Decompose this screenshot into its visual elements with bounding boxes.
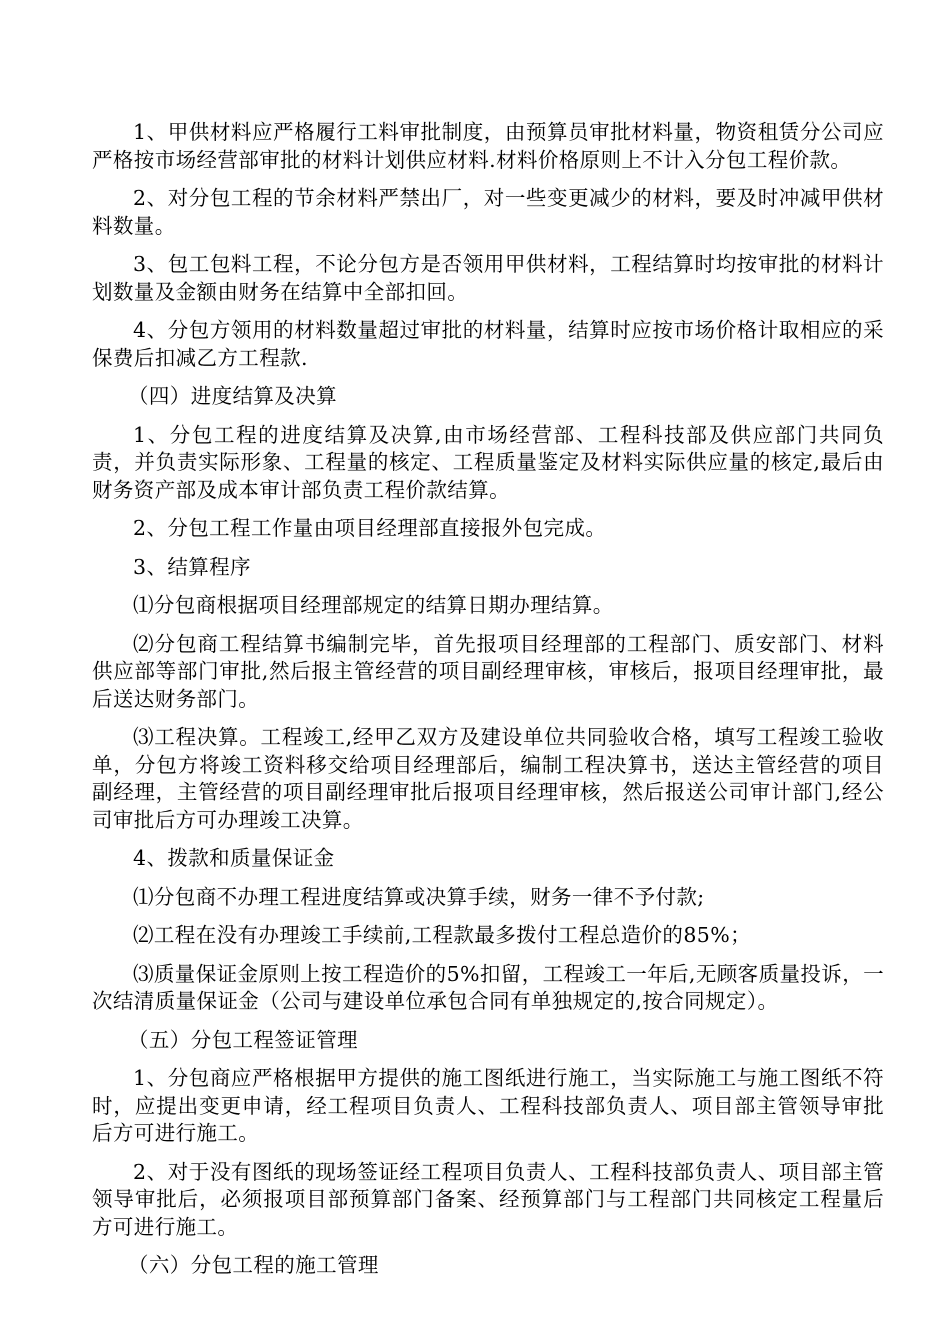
paragraph-surplus-material: 2、对分包工程的节余材料严禁出厂，对一些变更减少的材料，要及时冲减甲供材料数量。 (92, 186, 884, 238)
paragraph-settlement-responsibility: 1、分包工程的进度结算及决算,由市场经营部、工程科技部及供应部门共同负责，并负责实际形象、工程量的核定、工程质量鉴定及材料实际供应量的核定,最后由财务资产部及成本审计部负责工程价款结算。 (92, 422, 884, 502)
section-heading-settlement: （四）进度结算及决算 (128, 384, 337, 408)
paragraph-payment-item-3: ⑶质量保证金原则上按工程造价的5%扣留，工程竣工一年后,无顾客质量投诉，一次结清质量保证金（公司与建设单位承包合同有单独规定的,按合同规定）。 (92, 961, 884, 1013)
paragraph-settlement-procedure: 3、结算程序 (133, 554, 251, 579)
paragraph-excess-material: 4、分包方领用的材料数量超过审批的材料量，结算时应按市场价格计取相应的采保费后扣减乙方工程款. (92, 318, 884, 370)
paragraph-visa-change: 1、分包商应严格根据甲方提供的施工图纸进行施工，当实际施工与施工图纸不符时，应提出变更申请，经工程项目负责人、工程科技部负责人、项目部主管领导审批后方可进行施工。 (92, 1066, 884, 1145)
paragraph-procedure-item-3: ⑶工程决算。工程竣工,经甲乙双方及建设单位共同验收合格，填写工程竣工验收单，分包方将竣工资料移交给项目经理部后，编制工程决算书，送达主管经营的项目副经理，主管经营的项目副经理审批后报项目经理审核，然后报送公司审计部门,经公司审批后方可办理竣工决算。 (92, 725, 884, 832)
document-page (92, 119, 884, 1291)
paragraph-visa-no-drawing: 2、对于没有图纸的现场签证经工程项目负责人、工程科技部负责人、项目部主管领导审批后，必须报项目部预算部门备案、经预算部门与工程部门共同核定工程量后方可进行施工。 (92, 1159, 884, 1239)
section-heading-visa: （五）分包工程签证管理 (128, 1027, 358, 1052)
section-heading-construction: （六）分包工程的施工管理 (128, 1253, 379, 1277)
paragraph-workload-report: 2、分包工程工作量由项目经理部直接报外包完成。 (133, 516, 607, 540)
paragraph-payment-item-1: ⑴分包商不办理工程进度结算或决算手续，财务一律不予付款; (133, 884, 705, 909)
paragraph-procedure-item-2: ⑵分包商工程结算书编制完毕，首先报项目经理部的工程部门、质安部门、材料供应部等部门审批,然后报主管经营的项目副经理审核，审核后，报项目经理审批，最后送达财务部门。 (92, 631, 884, 711)
paragraph-payment-item-2: ⑵工程在没有办理竣工手续前,工程款最多拨付工程总造价的85%； (133, 923, 751, 947)
paragraph-material-approval: 1、甲供材料应严格履行工料审批制度，由预算员审批材料量，物资租赁分公司应严格按市场经营部审批的材料计划供应材料.材料价格原则上不计入分包工程价款。 (92, 120, 884, 172)
paragraph-payment-guarantee: 4、拨款和质量保证金 (133, 846, 335, 870)
paragraph-procedure-item-1: ⑴分包商根据项目经理部规定的结算日期办理结算。 (133, 593, 614, 617)
paragraph-labor-material-contract: 3、包工包料工程，不论分包方是否领用甲供材料，工程结算时均按审批的材料计划数量及金额由财务在结算中全部扣回。 (92, 252, 884, 304)
